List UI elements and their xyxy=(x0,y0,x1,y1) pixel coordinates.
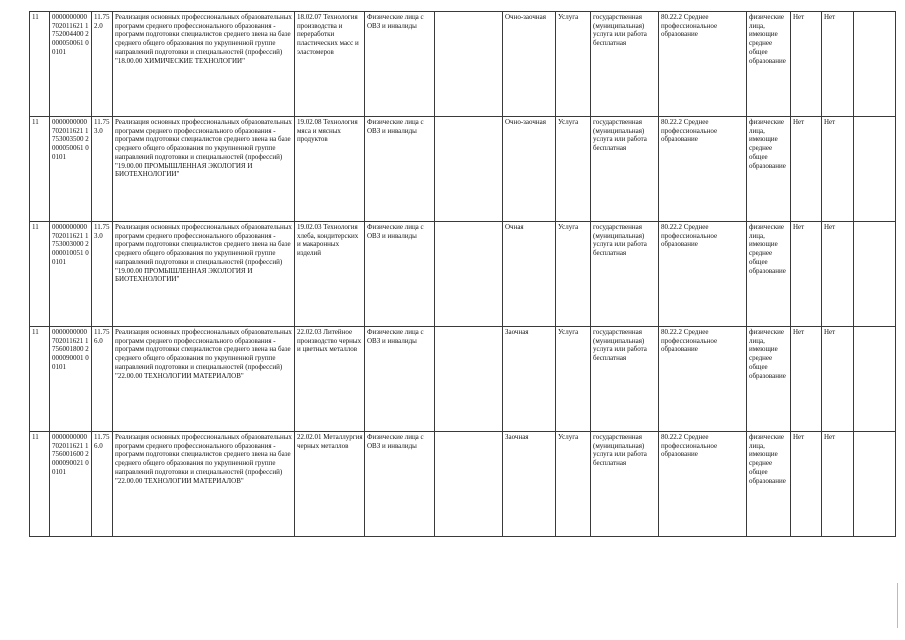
flag-cell-1: Нет xyxy=(791,327,822,432)
service-kind-cell: Услуга xyxy=(556,117,591,222)
service-type-cell: государственная (муниципальная) услуга или работа бесплатная xyxy=(591,222,659,327)
row-number-cell: 11 xyxy=(30,432,50,537)
scan-edge-mark xyxy=(897,583,898,628)
service-name-cell: Реализация основных профессиональных образовательных программ среднего профессионального образования - программ подготовки специалистов среднего звена на базе среднего общего образования по укрупненной группе направлений подготовки и специальностей (профессий) "22.00.00 ТЕХНОЛОГИИ МАТЕРИАЛОВ" xyxy=(113,432,295,537)
consumer-category-cell: Физические лица с ОВЗ и инвалиды xyxy=(365,432,435,537)
service-name-cell: Реализация основных профессиональных образовательных программ среднего профессионального образования - программ подготовки специалистов среднего звена на базе среднего общего образования по укрупненной группе направлений подготовки и специальностей (профессий) "22.00.00 ТЕХНОЛОГИИ МАТЕРИАЛОВ" xyxy=(113,327,295,432)
recipients-cell: физические лица, имеющие среднее общее образование xyxy=(747,12,791,117)
recipients-cell: физические лица, имеющие среднее общее образование xyxy=(747,222,791,327)
flag-cell-1: Нет xyxy=(791,117,822,222)
service-kind-cell: Услуга xyxy=(556,432,591,537)
empty-cell-end xyxy=(854,12,896,117)
okved-cell: 80.22.2 Среднее профессиональное образование xyxy=(659,432,747,537)
okved-cell: 80.22.2 Среднее профессиональное образование xyxy=(659,222,747,327)
registry-code-cell: 0000000000702011621 1753003500 2000050061 00101 xyxy=(50,117,92,222)
services-registry-table xyxy=(29,11,896,537)
flag-cell-2: Нет xyxy=(822,222,854,327)
service-type-cell: государственная (муниципальная) услуга или работа бесплатная xyxy=(591,327,659,432)
study-form-cell: Заочная xyxy=(503,432,556,537)
empty-cell xyxy=(435,117,503,222)
service-name-cell: Реализация основных профессиональных образовательных программ среднего профессионального образования - программ подготовки специалистов среднего звена на базе среднего общего образования по укрупненной группе направлений подготовки и специальностей (профессий) "19.00.00 ПРОМЫШЛЕННАЯ ЭКОЛОГИЯ И БИОТЕХНОЛОГИИ" xyxy=(113,222,295,327)
empty-cell xyxy=(435,12,503,117)
service-kind-cell: Услуга xyxy=(556,222,591,327)
row-number-cell: 11 xyxy=(30,222,50,327)
service-type-cell: государственная (муниципальная) услуга или работа бесплатная xyxy=(591,117,659,222)
registry-code-cell: 0000000000702011621 1753003000 2000010051 00101 xyxy=(50,222,92,327)
flag-cell-2: Нет xyxy=(822,327,854,432)
empty-cell-end xyxy=(854,327,896,432)
service-kind-cell: Услуга xyxy=(556,12,591,117)
service-type-cell: государственная (муниципальная) услуга или работа бесплатная xyxy=(591,432,659,537)
recipients-cell: физические лица, имеющие среднее общее образование xyxy=(747,432,791,537)
row-number-cell: 11 xyxy=(30,117,50,222)
study-form-cell: Очная xyxy=(503,222,556,327)
flag-cell-1: Нет xyxy=(791,222,822,327)
specialty-cell: 19.02.08 Технология мяса и мясных продуктов xyxy=(295,117,365,222)
flag-cell-1: Нет xyxy=(791,12,822,117)
service-code-cell: 11.753.0 xyxy=(92,117,113,222)
table-row xyxy=(30,222,896,327)
service-kind-cell: Услуга xyxy=(556,327,591,432)
recipients-cell: физические лица, имеющие среднее общее образование xyxy=(747,117,791,222)
row-number-cell: 11 xyxy=(30,12,50,117)
table-row xyxy=(30,432,896,537)
table-row xyxy=(30,327,896,432)
specialty-cell: 19.02.03 Технология хлеба, кондитерских и макаронных изделий xyxy=(295,222,365,327)
service-code-cell: 11.756.0 xyxy=(92,432,113,537)
registry-code-cell: 0000000000702011621 1756001800 2000090001 00101 xyxy=(50,327,92,432)
service-name-cell: Реализация основных профессиональных образовательных программ среднего профессионального образования - программ подготовки специалистов среднего звена на базе среднего общего образования по укрупненной группе направлений подготовки и специальностей (профессий) "18.00.00 ХИМИЧЕСКИЕ ТЕХНОЛОГИИ" xyxy=(113,12,295,117)
specialty-cell: 22.02.03 Литейное производство черных и цветных металлов xyxy=(295,327,365,432)
row-number-cell: 11 xyxy=(30,327,50,432)
specialty-cell: 22.02.01 Металлургия черных металлов xyxy=(295,432,365,537)
flag-cell-2: Нет xyxy=(822,432,854,537)
okved-cell: 80.22.2 Среднее профессиональное образование xyxy=(659,327,747,432)
consumer-category-cell: Физические лица с ОВЗ и инвалиды xyxy=(365,117,435,222)
registry-code-cell: 0000000000702011621 1752004400 2000050061 00101 xyxy=(50,12,92,117)
consumer-category-cell: Физические лица с ОВЗ и инвалиды xyxy=(365,222,435,327)
specialty-cell: 18.02.07 Технология производства и переработки пластических масс и эластомеров xyxy=(295,12,365,117)
okved-cell: 80.22.2 Среднее профессиональное образование xyxy=(659,117,747,222)
table-row xyxy=(30,117,896,222)
study-form-cell: Заочная xyxy=(503,327,556,432)
empty-cell-end xyxy=(854,117,896,222)
empty-cell-end xyxy=(854,222,896,327)
service-type-cell: государственная (муниципальная) услуга или работа бесплатная xyxy=(591,12,659,117)
recipients-cell: физические лица, имеющие среднее общее образование xyxy=(747,327,791,432)
study-form-cell: Очно-заочная xyxy=(503,117,556,222)
empty-cell-end xyxy=(854,432,896,537)
service-code-cell: 11.752.0 xyxy=(92,12,113,117)
service-name-cell: Реализация основных профессиональных образовательных программ среднего профессионального образования - программ подготовки специалистов среднего звена на базе среднего общего образования по укрупненной группе направлений подготовки и специальностей (профессий) "19.00.00 ПРОМЫШЛЕННАЯ ЭКОЛОГИЯ И БИОТЕХНОЛОГИИ" xyxy=(113,117,295,222)
study-form-cell: Очно-заочная xyxy=(503,12,556,117)
table-row xyxy=(30,12,896,117)
consumer-category-cell: Физические лица с ОВЗ и инвалиды xyxy=(365,12,435,117)
flag-cell-2: Нет xyxy=(822,117,854,222)
consumer-category-cell: Физические лица с ОВЗ и инвалиды xyxy=(365,327,435,432)
okved-cell: 80.22.2 Среднее профессиональное образование xyxy=(659,12,747,117)
registry-code-cell: 0000000000702011621 1756001600 2000090021 00101 xyxy=(50,432,92,537)
service-code-cell: 11.756.0 xyxy=(92,327,113,432)
flag-cell-2: Нет xyxy=(822,12,854,117)
empty-cell xyxy=(435,222,503,327)
empty-cell xyxy=(435,432,503,537)
empty-cell xyxy=(435,327,503,432)
service-code-cell: 11.753.0 xyxy=(92,222,113,327)
registry-body xyxy=(30,12,896,537)
flag-cell-1: Нет xyxy=(791,432,822,537)
